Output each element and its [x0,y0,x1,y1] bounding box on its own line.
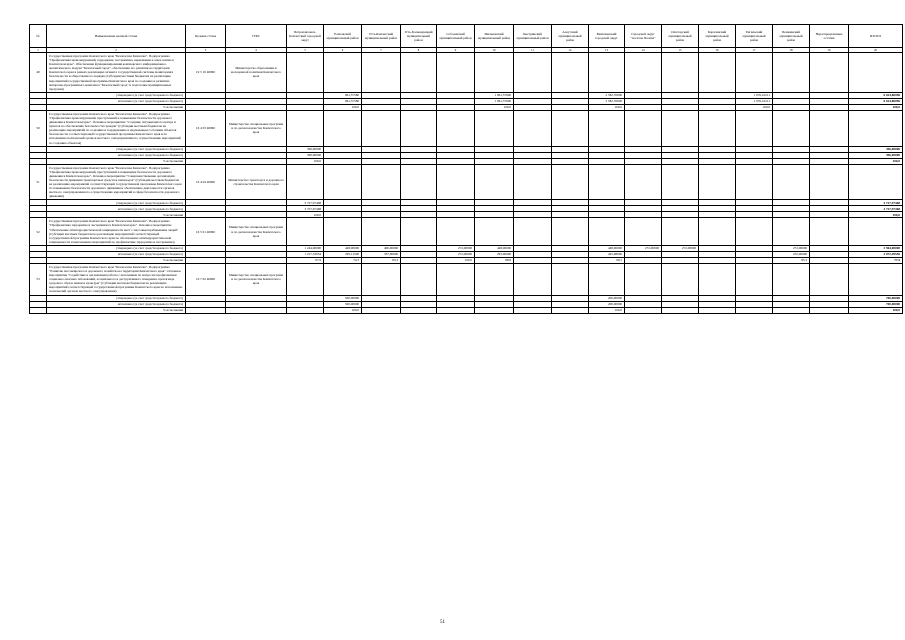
empty-cell [401,263,437,295]
empty-cell [810,53,849,93]
value-cell: 448,00000 [475,245,514,251]
value-cell: 295,11500 [324,251,362,257]
empty-cell [625,53,662,93]
page-number: 51 [440,620,445,625]
total-cell: 3 727,97468 [849,200,903,206]
column-header: Тигильский муниципальный район [736,25,773,48]
value-cell [437,307,475,313]
row-grbs: Министерство транспорта и дорожного строительства Камчатского края [226,164,287,200]
summary-label: исполнено (за счет средств краевого бюджета) [47,251,186,257]
value-cell: 232,00000 [773,251,810,257]
empty-cell [475,53,514,93]
empty-cell [736,218,773,246]
row-name: Государственная программа Камчатского края "Безопасная Камчатка". Подпрограмма "Профилактика правонарушений, преступлений и повышение безопасности дорожного движения в Камчатском крае". Основное мероприятие "Создание ситуационного центра и пунктов по обеспечению безопасности граждан" (Субсидии местным бюджетам на реализацию мероприятий по созданию и поддержанию в надлежащем состоянии объектов безопасности соответствующей государственной программы Камчатского края и по исполнению полномочий органов местного самоуправления по осуществлению мероприятий по созданию объектов) [47,110,186,146]
summary-label: исполнено (за счет средств краевого бюджета) [47,301,186,307]
empty-cell [437,263,475,295]
empty-cell [849,110,903,146]
summary-label: исполнено (за счет средств краевого бюджета) [47,152,186,158]
empty-cell [736,263,773,295]
value-cell: 83,3 [362,257,401,263]
column-number: 3 [186,48,226,53]
empty-cell [699,110,736,146]
column-number: 16 [699,48,736,53]
value-cell: 88,8 [475,257,514,263]
total-cell: 100,0 [849,307,903,313]
row-number: 49 [30,53,47,93]
empty-cell [437,110,475,146]
column-header: Усть-Большерецкий муниципальный район [401,25,437,48]
value-cell: 2 582,70000 [589,98,625,104]
column-number: 6 [324,48,362,53]
summary-label: утверждено (за счет средств краевого бюджета) [47,200,186,206]
summary-label: утверждено (за счет средств краевого бюджета) [47,146,186,152]
row-code: 16 5 01 40060 [186,218,226,246]
empty-cell [514,263,552,295]
total-cell: 6 624,86996 [849,92,903,98]
value-cell: 448,00000 [324,245,362,251]
column-number: 5 [287,48,324,53]
value-cell: 1 961,37600 [475,92,514,98]
value-cell: 961,37580 [324,92,362,98]
value-cell: 100,0 [589,104,625,110]
row-code: 16 4 03 40060 [186,110,226,146]
empty-cell [401,53,437,93]
empty-cell [773,53,810,93]
empty-cell [324,218,362,246]
value-cell: 272,00000 [437,251,475,257]
total-cell: 6 624,86996 [849,98,903,104]
empty-cell [810,164,849,200]
value-cell: 100,0 [437,257,475,263]
empty-cell [30,307,47,313]
empty-cell [287,164,324,200]
column-header: ИТОГО [849,25,903,48]
empty-cell [773,263,810,295]
row-name: Государственная программа Камчатского края "Безопасная Камчатка". Подпрограмма "Профилактика терроризма и экстремизма в Камчатском крае". Основное мероприятие "Обеспечение антитеррористической защищенности мест с массовым пребыванием людей" (Субсидии местным бюджетам на реализацию мероприятий соответствующей государственной программы Камчатского края по обеспечению антитеррористической защищенности и выполнению мероприятий по профилактике терроризма и экстремизма) [47,218,186,246]
empty-cell [475,110,514,146]
value-cell: 1 076,41211 [736,92,773,98]
row-code: 16 7 02 40060 [186,263,226,295]
value-cell: 1 244,00000 [287,245,324,251]
empty-cell [514,53,552,93]
empty-cell [625,110,662,146]
empty-cell [287,263,324,295]
column-number: 9 [437,48,475,53]
empty-cell [514,218,552,246]
empty-cell [849,53,903,93]
row-name: Государственная программа Камчатского края "Безопасная Камчатка". Подпрограмма "Профилактика правонарушений, терроризма, экстремизма, наркомании и алкоголизма в Камчатском крае". Обеспечение функционирования комплексного информационно-аналитического модуля "Безопасный город", обеспечение его развития на территории Камчатского края в рамках реализации сегмента государственной системы мониторинга безопасности и общественного порядка (Субсидии местным бюджетам на реализацию мероприятий государственной программы Камчатского края по созданию и развитию аппаратно-программного комплекса "Безопасный город" и подготовке муниципальных программ) [47,53,186,93]
empty-cell [589,164,625,200]
value-cell [552,307,589,313]
value-cell: 100,0 [589,307,625,313]
column-header: № [30,25,47,48]
budget-table [29,24,903,314]
row-code: 16 4 04 40060 [186,164,226,200]
empty-cell [362,164,401,200]
empty-cell [849,164,903,200]
column-header: Мильковский муниципальный район [475,25,514,48]
empty-cell [552,53,589,93]
total-cell: 3 072,49556 [849,251,903,257]
summary-label: утверждено (за счет средств краевого бюджета) [47,92,186,98]
empty-cell [699,53,736,93]
summary-label: % исполнения [47,158,186,164]
empty-cell [401,110,437,146]
value-cell: 337,00000 [362,251,401,257]
value-cell: 3 727,97468 [287,200,324,206]
value-cell: 1 076,41211 [736,98,773,104]
column-header: Нераспределенные остатки [810,25,849,48]
table-header-row [30,25,903,48]
empty-cell [810,218,849,246]
total-cell: 700,00000 [849,301,903,307]
empty-cell [324,110,362,146]
value-cell: 961,37580 [324,98,362,104]
column-number: 8 [401,48,437,53]
row-number: 51 [30,164,47,200]
total-cell: 77,5 [849,257,903,263]
table-row [30,110,903,146]
value-cell [736,307,773,313]
empty-cell [699,164,736,200]
column-header: Вилючинский городской округ [589,25,625,48]
column-number: 7 [362,48,401,53]
empty-cell [699,218,736,246]
value-cell: 99,5 [589,257,625,263]
empty-cell [773,110,810,146]
empty-cell [437,164,475,200]
empty-cell [662,53,699,93]
row-grbs: Министерство специальных программ и по делам казачества Камчатского края [226,218,287,246]
empty-cell [226,307,287,313]
value-cell [401,307,437,313]
table-body [30,53,903,314]
value-cell: 74,3 [324,257,362,263]
value-cell: 500,00000 [324,301,362,307]
total-cell: 100,0 [849,158,903,164]
column-header: Алеутский муниципальный район [552,25,589,48]
empty-cell [810,263,849,295]
empty-cell [810,110,849,146]
row-grbs: Министерство специальных программ и по делам казачества Камчатского края [226,110,287,146]
empty-cell [475,164,514,200]
summary-label: % исполнения [47,307,186,313]
value-cell [810,307,849,313]
value-cell: 396,00000 [287,146,324,152]
value-cell: 396,00000 [287,152,324,158]
empty-cell [552,263,589,295]
column-number: 11 [514,48,552,53]
row-number: 53 [30,263,47,295]
total-cell: 396,00000 [849,146,903,152]
total-cell: 396,00000 [849,152,903,158]
column-number: 1 [30,48,47,53]
empty-cell [625,164,662,200]
value-cell [662,307,699,313]
column-header: Олюторский муниципальный район [662,25,699,48]
budget-report-sheet [29,24,900,314]
empty-cell [625,218,662,246]
empty-cell [186,307,226,313]
value-cell [475,307,514,313]
empty-cell [362,53,401,93]
column-header: Городской округ "поселок Палана" [625,25,662,48]
column-header: Елизовский муниципальный район [324,25,362,48]
empty-cell [514,110,552,146]
value-cell: 1 217,33054 [287,251,324,257]
column-header: Усть-Камчатский муниципальный район [362,25,401,48]
column-header: Петропавловск-Камчатский городской округ [287,25,324,48]
summary-label: утверждено (за счет средств краевого бюджета) [47,245,186,251]
value-cell: 100,0 [287,158,324,164]
column-number: 2 [47,48,186,53]
empty-cell [662,263,699,295]
empty-cell [849,263,903,295]
total-cell: 700,00000 [849,295,903,301]
value-cell [362,307,401,313]
summary-label: % исполнения [47,257,186,263]
empty-cell [324,53,362,93]
empty-cell [589,218,625,246]
empty-cell [324,164,362,200]
value-cell: 272,00000 [437,245,475,251]
column-header: Карагинский муниципальный район [699,25,736,48]
value-cell: 100,0 [475,104,514,110]
value-cell: 1 961,37600 [475,98,514,104]
empty-cell [401,218,437,246]
value-cell: 200,00000 [589,301,625,307]
empty-cell [773,218,810,246]
empty-cell [287,218,324,246]
value-cell: 448,00000 [589,245,625,251]
value-cell [287,307,324,313]
column-number: 18 [773,48,810,53]
column-number: 4 [226,48,287,53]
column-number: 15 [662,48,699,53]
value-cell: 3 727,97468 [287,206,324,212]
value-cell [699,307,736,313]
column-number: 10 [475,48,514,53]
column-number: 14 [625,48,662,53]
row-number: 50 [30,110,47,146]
empty-cell [849,218,903,246]
row-name: Государственная программа Камчатского края "Безопасная Камчатка". Подпрограмма "Развитие пассажирского и дорожного хозяйства на территории Камчатского края". Основное мероприятие "Содействие в организации работы с населением по вопросам профилактики социально-опасных заболеваний, асоциального и деструктивного поведения, пропаганде здорового образа жизни и культуры" (Субсидии местным бюджетам на реализацию мероприятий соответствующей государственной программы Камчатского края по исполнению полномочий органов местного самоуправления) [47,263,186,295]
row-grbs: Министерство специальных программ и по делам казачества Камчатского края [226,263,287,295]
summary-label: исполнено (за счет средств краевого бюджета) [47,206,186,212]
column-number: 17 [736,48,773,53]
table-row [30,164,903,200]
column-header: Пенжинский муниципальный район [773,25,810,48]
column-header: Быстринский муниципальный район [514,25,552,48]
empty-cell [514,164,552,200]
value-cell: 2 582,70000 [589,92,625,98]
summary-label: % исполнения [47,212,186,218]
total-cell: 100,0 [849,104,903,110]
value-cell: 500,00000 [324,295,362,301]
empty-cell [362,110,401,146]
empty-cell [552,164,589,200]
empty-cell [662,218,699,246]
total-cell: 3 964,00000 [849,245,903,251]
empty-cell [437,218,475,246]
empty-cell [437,53,475,93]
empty-cell [475,218,514,246]
summary-label: исполнено (за счет средств краевого бюджета) [47,98,186,104]
summary-label: % исполнения [47,104,186,110]
row-name: Государственная программа Камчатского края "Безопасная Камчатка". Подпрограмма "Профилактика правонарушений, преступлений и повышение безопасности дорожного движения в Камчатском крае". Основное мероприятие "Совершенствование организации безопасности движения транспортных средств и пешеходов" (Субсидии местным бюджетам на реализацию мероприятий соответствующей государственной программы Камчатского края по повышению безопасности дорожного движения и обеспечению деятельности органов местного самоуправления по осуществлению мероприятий в сфере безопасности дорожного движения) [47,164,186,200]
summary-row-percent [30,307,903,313]
column-header: Соболевский муниципальный район [437,25,475,48]
empty-cell [287,53,324,93]
column-number: 12 [552,48,589,53]
empty-cell [662,110,699,146]
table-row [30,53,903,93]
row-code: 19 5 10 40060 [186,53,226,93]
empty-cell [699,263,736,295]
empty-cell [362,263,401,295]
empty-cell [552,218,589,246]
column-number: 20 [849,48,903,53]
row-grbs: Министерство образования и молодежной политики Камчатского края [226,53,287,93]
value-cell: 272,00000 [662,245,699,251]
empty-cell [589,263,625,295]
value-cell: 85,3 [773,257,810,263]
value-cell: 400,00000 [362,245,401,251]
empty-cell [475,263,514,295]
empty-cell [287,110,324,146]
empty-cell [625,263,662,295]
value-cell [625,307,662,313]
value-cell [773,307,810,313]
value-cell: 293,00000 [475,251,514,257]
table-row [30,218,903,246]
column-header: Наименование целевой статьи [47,25,186,48]
total-cell: 100,0 [849,212,903,218]
empty-cell [589,53,625,93]
value-cell: 200,00000 [589,295,625,301]
empty-cell [589,110,625,146]
empty-cell [401,164,437,200]
column-header: Целевая статья [186,25,226,48]
empty-cell [736,53,773,93]
table-row [30,263,903,295]
value-cell: 100,0 [324,307,362,313]
empty-cell [552,110,589,146]
empty-cell [736,110,773,146]
empty-cell [773,164,810,200]
value-cell: 100,0 [736,104,773,110]
value-cell: 97,9 [287,257,324,263]
row-number: 52 [30,218,47,246]
empty-cell [324,263,362,295]
value-cell: 445,98000 [589,251,625,257]
value-cell: 272,00000 [773,245,810,251]
value-cell [514,307,552,313]
value-cell: 272,00000 [625,245,662,251]
column-header: ГРБС [226,25,287,48]
total-cell: 3 727,97468 [849,206,903,212]
value-cell: 100,0 [287,212,324,218]
empty-cell [736,164,773,200]
empty-cell [362,218,401,246]
empty-cell [662,164,699,200]
value-cell: 100,0 [324,104,362,110]
column-number: 19 [810,48,849,53]
summary-label: утверждено (за счет средств краевого бюджета) [47,295,186,301]
column-number: 13 [589,48,625,53]
